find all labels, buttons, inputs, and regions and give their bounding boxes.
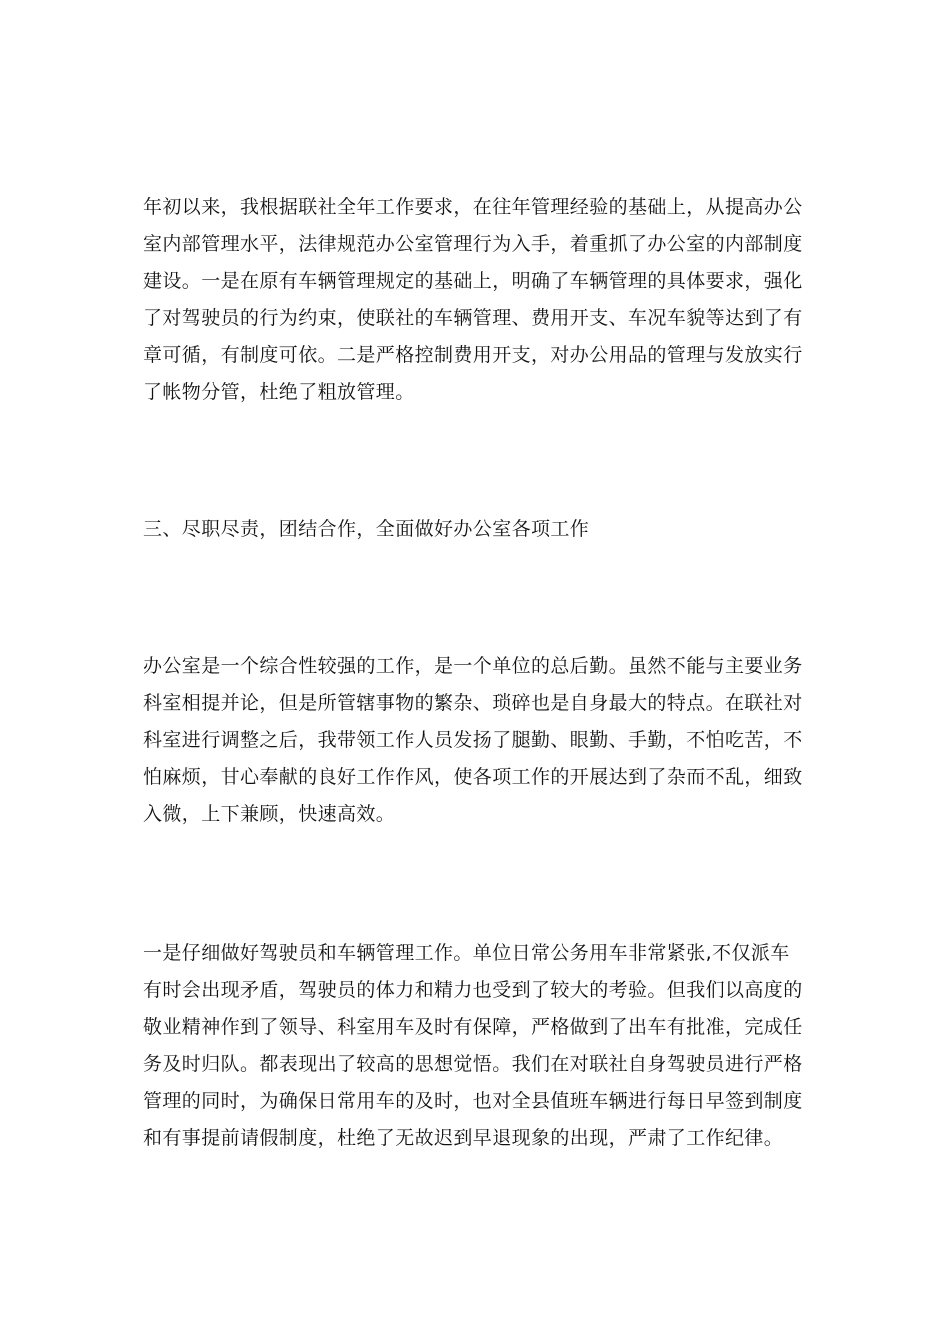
text-line: 室内部管理水平，法律规范办公室管理行为入手，着重抓了办公室的内部制度: [143, 233, 803, 255]
paragraph-office-role: [143, 648, 811, 833]
text-line: 管理的同时，为确保日常用车的及时，也对全县值班车辆进行每日早签到制度: [143, 1090, 803, 1112]
text-line: 办公室是一个综合性较强的工作，是一个单位的总后勤。虽然不能与主要业务: [143, 655, 803, 677]
text-line: 和有事提前请假制度，杜绝了无故迟到早退现象的出现，严肃了工作纪律。: [143, 1127, 784, 1149]
text-line: 入微，上下兼顾，快速高效。: [143, 803, 396, 825]
text-line: 务及时归队。都表现出了较高的思想觉悟。我们在对联社自身驾驶员进行严格: [143, 1053, 803, 1075]
text-line: 敬业精神作到了领导、科室用车及时有保障，严格做到了出车有批准，完成任: [143, 1016, 803, 1038]
text-line: 年初以来，我根据联社全年工作要求，在往年管理经验的基础上，从提高办公: [143, 196, 803, 218]
text-line: 有时会出现矛盾，驾驶员的体力和精力也受到了较大的考验。但我们以高度的: [143, 979, 803, 1001]
paragraph-driver-vehicle-management: [143, 935, 811, 1157]
text-line: 一是仔细做好驾驶员和车辆管理工作。单位日常公务用车非常紧张,不仅派车: [143, 942, 790, 964]
section-heading-3: 三、尽职尽责，团结合作，全面做好办公室各项工作: [143, 518, 590, 540]
text-line: 了帐物分管，杜绝了粗放管理。: [143, 381, 415, 403]
text-line: 科室相提并论，但是所管辖事物的繁杂、琐碎也是自身最大的特点。在联社对: [143, 692, 803, 714]
text-line: 了对驾驶员的行为约束，使联社的车辆管理、费用开支、车况车貌等达到了有: [143, 307, 803, 329]
text-line: 章可循，有制度可依。二是严格控制费用开支，对办公用品的管理与发放实行: [143, 344, 803, 366]
paragraph-office-system-building: [143, 189, 811, 411]
text-line: 怕麻烦，甘心奉献的良好工作作风，使各项工作的开展达到了杂而不乱，细致: [143, 766, 803, 788]
text-line: 科室进行调整之后，我带领工作人员发扬了腿勤、眼勤、手勤，不怕吃苦，不: [143, 729, 803, 751]
text-line: 建设。一是在原有车辆管理规定的基础上，明确了车辆管理的具体要求，强化: [143, 270, 803, 292]
